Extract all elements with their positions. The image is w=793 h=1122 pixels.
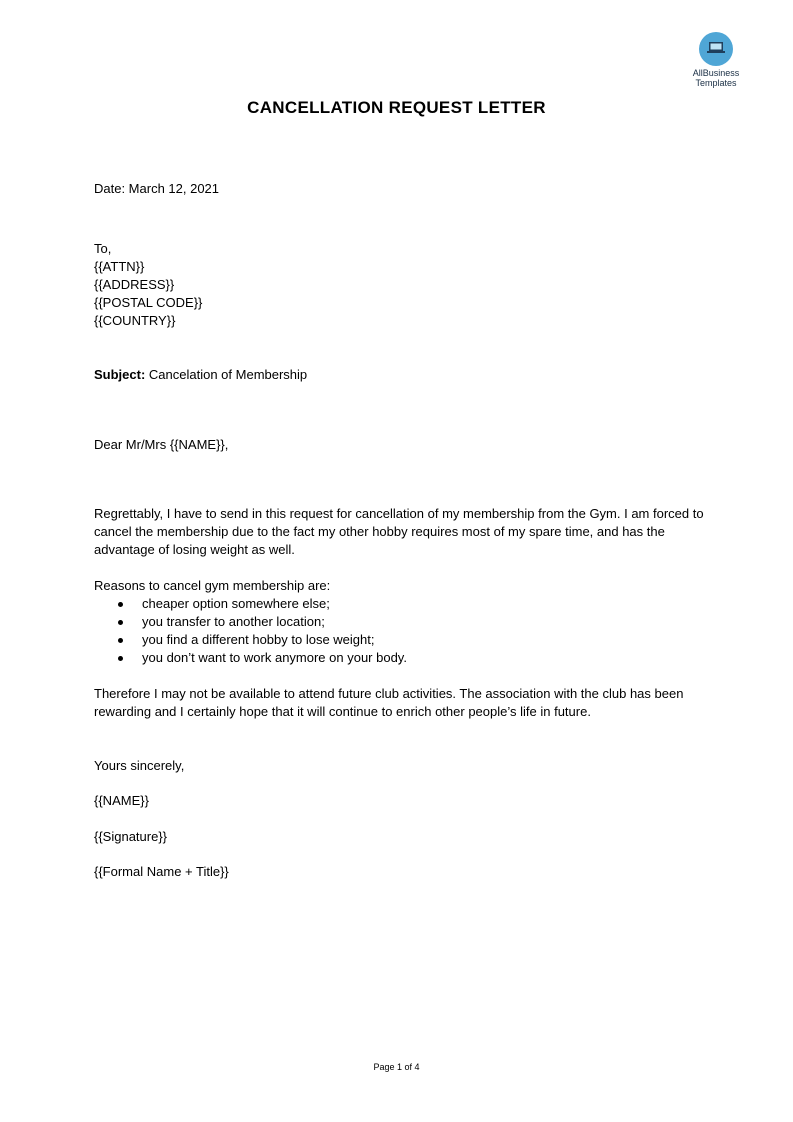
- recipient-address: {{ADDRESS}}: [94, 277, 175, 292]
- list-item-text: you don’t want to work anymore on your body.: [142, 650, 407, 665]
- recipient-block: [94, 240, 202, 330]
- list-item: [94, 595, 407, 613]
- bullet-icon: [118, 620, 123, 625]
- letter-title: CANCELLATION REQUEST LETTER: [247, 98, 546, 117]
- bullet-icon: [118, 602, 123, 607]
- list-item: [94, 631, 407, 649]
- allbusiness-templates-logo: [688, 32, 744, 88]
- closing-name: {{NAME}}: [94, 793, 149, 808]
- sign-off: Yours sincerely,: [94, 758, 185, 773]
- page-footer: Page 1 of 4: [373, 1062, 420, 1072]
- closing-formal-name: {{Formal Name + Title}}: [94, 864, 229, 879]
- body-paragraph-1: Regrettably, I have to send in this request for cancellation of my membership from the Gym. I am forced to cancel the membership due to the fact my other hobby requires most of my spare time, and has the advantage of losing weight as well.: [94, 506, 704, 557]
- logo-circle: [699, 32, 733, 66]
- list-item-text: you transfer to another location;: [142, 614, 325, 629]
- recipient-attn: {{ATTN}}: [94, 259, 145, 274]
- letter-date: Date: March 12, 2021: [94, 181, 220, 196]
- laptop-icon: [706, 41, 726, 54]
- bullet-icon: [118, 656, 123, 661]
- logo-text-line1: AllBusiness: [692, 68, 740, 78]
- closing-signature: {{Signature}}: [94, 829, 168, 844]
- list-item: [94, 613, 407, 631]
- logo-text-line2: Templates: [695, 78, 737, 88]
- reasons-intro: Reasons to cancel gym membership are:: [94, 578, 331, 593]
- list-item-text: cheaper option somewhere else;: [142, 596, 330, 611]
- reasons-list: [94, 595, 407, 667]
- recipient-country: {{COUNTRY}}: [94, 313, 176, 328]
- bullet-icon: [118, 638, 123, 643]
- subject-line: [94, 366, 307, 384]
- body-paragraph-2: Therefore I may not be available to attend future club activities. The association with the club has been rewarding and I certainly hope that it will continue to enrich other people’s life in future.: [94, 686, 684, 719]
- recipient-to: To,: [94, 241, 112, 256]
- recipient-postal-code: {{POSTAL CODE}}: [94, 295, 203, 310]
- salutation: Dear Mr/Mrs {{NAME}},: [94, 437, 229, 452]
- subject-label: Subject:: [94, 367, 146, 382]
- list-item: [94, 649, 407, 667]
- list-item-text: you find a different hobby to lose weight;: [142, 632, 375, 647]
- subject-text: Cancelation of Membership: [145, 367, 308, 382]
